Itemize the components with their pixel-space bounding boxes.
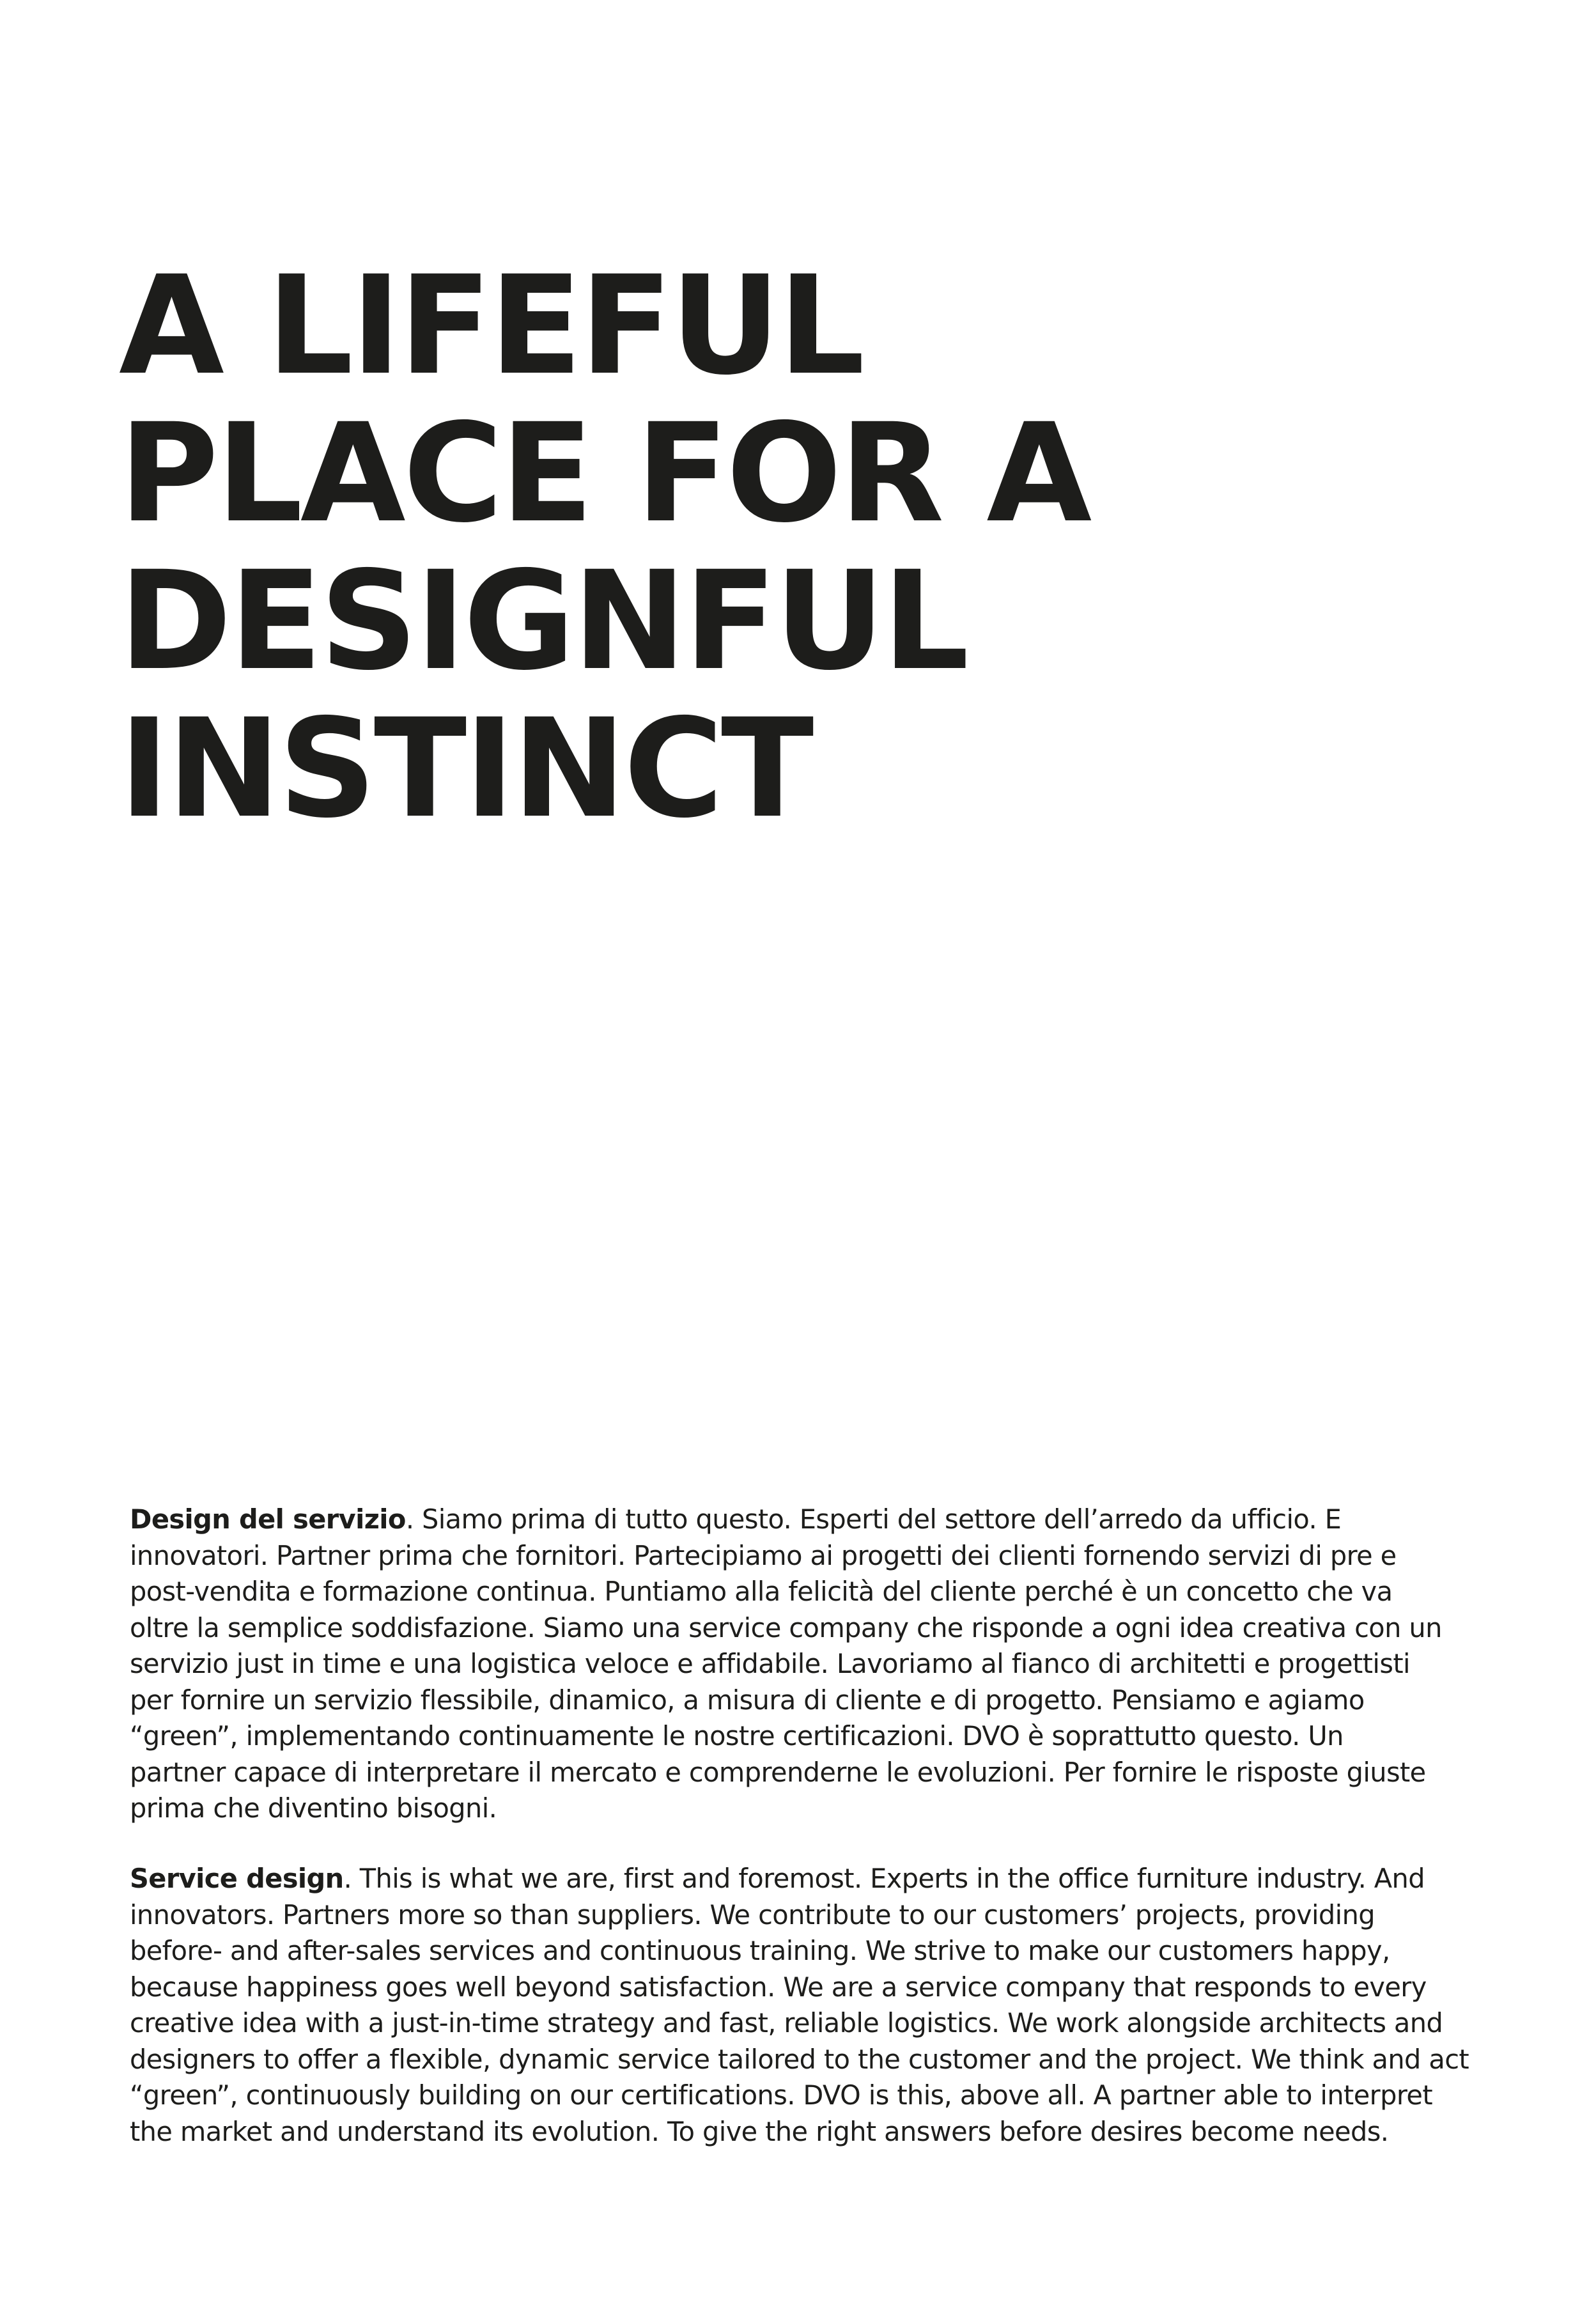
paragraph-line: post-vendita e formazione continua. Puntiamo alla felicità del cliente perché è un concetto che va bbox=[130, 1576, 1393, 1607]
page-headline bbox=[119, 247, 1461, 848]
paragraph-line: because happiness goes well beyond satisfaction. We are a service company that responds to every bbox=[130, 1971, 1427, 2003]
paragraph-line bbox=[130, 1861, 1523, 1897]
paragraph-lead: Design del servizio bbox=[130, 1503, 406, 1535]
paragraph-line: the market and understand its evolution. To give the right answers before desires become needs. bbox=[130, 2115, 1389, 2147]
paragraph-line: oltre la semplice soddisfazione. Siamo una service company che risponde a ogni idea creativa con un bbox=[130, 1612, 1442, 1643]
paragraph-lead: Service design bbox=[130, 1863, 344, 1894]
paragraph-line-text: . Siamo prima di tutto questo. Esperti del settore dell’arredo da ufficio. E bbox=[405, 1503, 1342, 1535]
paragraph-line: “green”, continuously building on our certifications. DVO is this, above all. A partner able to interpret bbox=[130, 2079, 1432, 2111]
paragraph-line: creative idea with a just-in-time strategy and fast, reliable logistics. We work alongside architects and bbox=[130, 2007, 1443, 2039]
paragraph-line-text: . This is what we are, first and foremost. Experts in the office furniture industry. And bbox=[343, 1863, 1425, 1894]
paragraph-line: partner capace di interpretare il mercato e comprenderne le evoluzioni. Per fornire le risposte giuste bbox=[130, 1756, 1426, 1788]
paragraph-line: “green”, implementando continuamente le nostre certificazioni. DVO è soprattutto questo. Un bbox=[130, 1720, 1344, 1752]
paragraph-line: designers to offer a flexible, dynamic service tailored to the customer and the project. We think and act bbox=[130, 2043, 1469, 2075]
headline-line: DESIGNFUL bbox=[119, 542, 967, 701]
paragraph-line: servizio just in time e una logistica veloce e affidabile. Lavoriamo al fianco di architetti e progettisti bbox=[130, 1648, 1410, 1679]
paragraph-line: prima che diventino bisogni. bbox=[130, 1792, 497, 1824]
paragraph-line: per fornire un servizio flessibile, dinamico, a misura di cliente e di progetto. Pensiamo e agiamo bbox=[130, 1684, 1365, 1716]
headline-line: INSTINCT bbox=[119, 690, 812, 848]
headline-line: A LIFEFUL bbox=[119, 247, 863, 405]
headline-line: PLACE FOR A bbox=[119, 394, 1090, 553]
paragraph-line bbox=[130, 1502, 1523, 1538]
paragraph-line: innovatori. Partner prima che fornitori. Partecipiamo ai progetti dei clienti fornendo servizi di pre e bbox=[130, 1539, 1397, 1571]
italian-paragraph bbox=[130, 1502, 1523, 1827]
english-paragraph bbox=[130, 1861, 1523, 2150]
paragraph-line: innovators. Partners more so than suppliers. We contribute to our customers’ projects, providing bbox=[130, 1899, 1375, 1930]
paragraph-line: before- and after-sales services and continuous training. We strive to make our customers happy, bbox=[130, 1935, 1390, 1966]
